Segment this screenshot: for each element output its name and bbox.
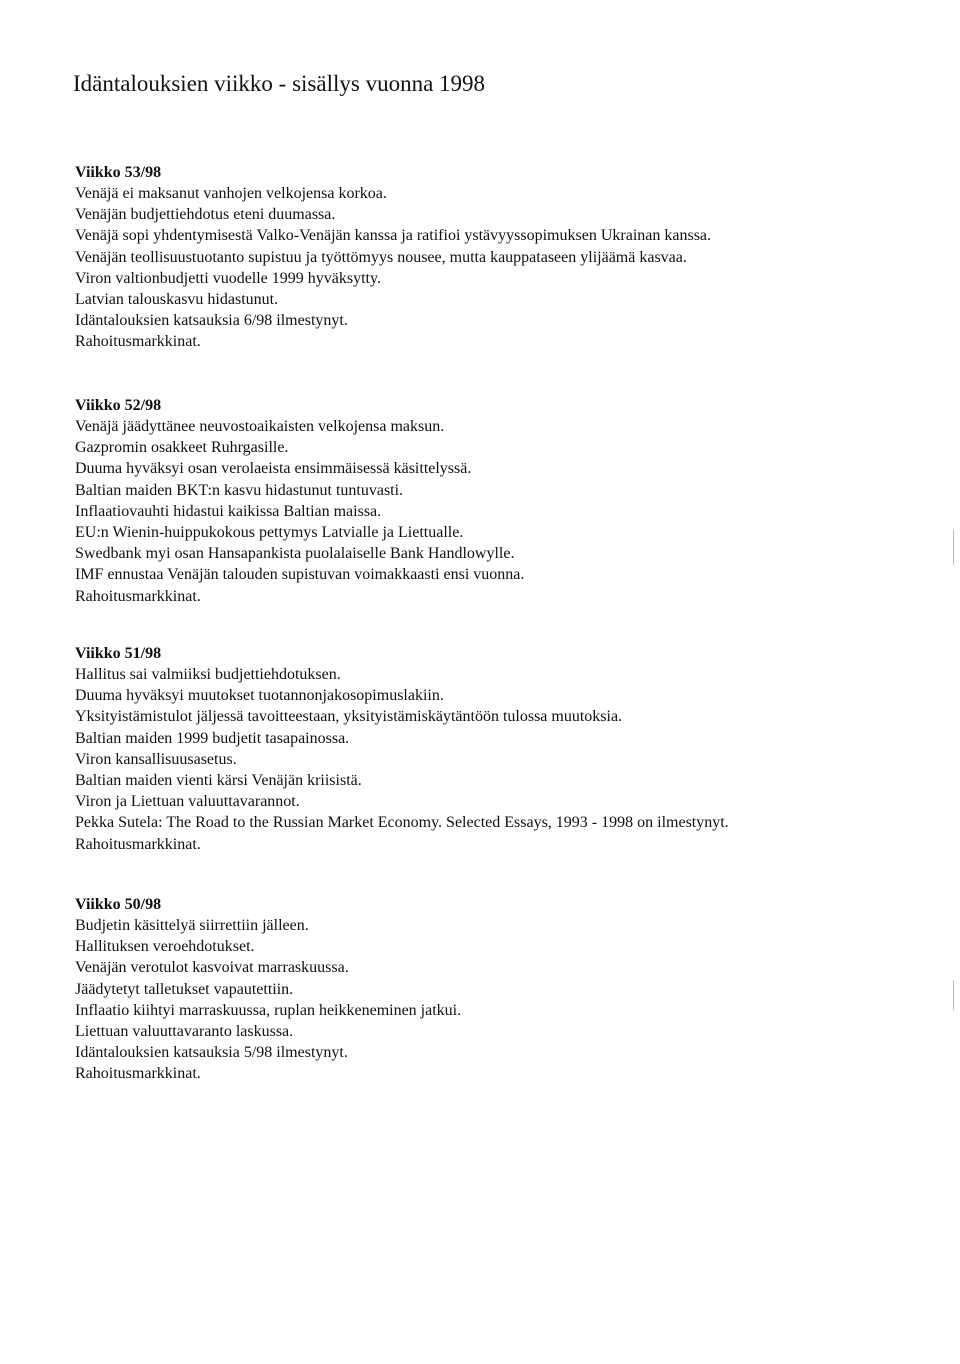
list-item: Hallituksen veroehdotukset.: [75, 938, 255, 956]
list-item: Baltian maiden vienti kärsi Venäjän kriisistä.: [75, 772, 362, 790]
section-heading: Viikko 50/98: [75, 896, 162, 913]
list-item: Hallitus sai valmiiksi budjettiehdotuksen.: [75, 666, 341, 683]
list-item: Baltian maiden 1999 budjetit tasapainossa.: [75, 729, 350, 747]
list-item: Budjetin käsittelyä siirrettiin jälleen.: [75, 917, 309, 934]
list-item: Latvian talouskasvu hidastunut.: [75, 291, 279, 309]
list-item: Venäjä ei maksanut vanhojen velkojensa korkoa.: [75, 185, 387, 202]
list-item: Rahoitusmarkkinat.: [75, 1065, 201, 1083]
list-item: Idäntalouksien katsauksia 5/98 ilmestynyt.: [75, 1044, 348, 1062]
list-item: EU:n Wienin-huippukokous pettymys Latvialle ja Liettualle.: [75, 524, 464, 542]
list-item: Yksityistämistulot jäljessä tavoitteestaan, yksityistämiskäytäntöön tulossa muutoksia.: [75, 708, 623, 726]
week-section-52: [75, 395, 935, 607]
list-item: Gazpromin osakkeet Ruhrgasille.: [75, 439, 289, 457]
list-item: IMF ennustaa Venäjän talouden supistuvan voimakkaasti ensi vuonna.: [75, 566, 525, 584]
list-item: Swedbank myi osan Hansapankista puolalaiselle Bank Handlowylle.: [75, 545, 515, 563]
item-list: [75, 416, 935, 607]
section-heading: Viikko 51/98: [75, 645, 162, 662]
scan-edge-mark: [953, 530, 954, 565]
list-item: Venäjä sopi yhdentymisestä Valko-Venäjän kanssa ja ratifioi ystävyyssopimuksen Ukrainan kanssa.: [75, 227, 712, 245]
scan-edge-mark: [953, 980, 954, 1010]
list-item: Viron ja Liettuan valuuttavarannot.: [75, 793, 300, 811]
list-item: Venäjän verotulot kasvoivat marraskuussa.: [75, 959, 349, 977]
list-item: Venäjä jäädyttänee neuvostoaikaisten velkojensa maksun.: [75, 418, 445, 435]
list-item: Liettuan valuuttavaranto laskussa.: [75, 1023, 294, 1041]
list-item: Jäädytetyt talletukset vapautettiin.: [75, 980, 294, 998]
list-item: Inflaatio kiihtyi marraskuussa, ruplan heikkeneminen jatkui.: [75, 1001, 462, 1019]
item-list: [75, 183, 935, 353]
section-heading: Viikko 52/98: [75, 397, 162, 414]
section-heading: Viikko 53/98: [75, 164, 162, 181]
item-list: [75, 664, 935, 855]
list-item: Duuma hyväksyi osan verolaeista ensimmäisessä käsittelyssä.: [75, 460, 472, 478]
list-item: Viron kansallisuusasetus.: [75, 750, 237, 768]
list-item: Rahoitusmarkkinat.: [75, 835, 201, 853]
list-item: Rahoitusmarkkinat.: [75, 587, 201, 605]
list-item: Duuma hyväksyi muutokset tuotannonjakosopimuslakiin.: [75, 687, 444, 705]
list-item: Pekka Sutela: The Road to the Russian Market Economy. Selected Essays, 1993 - 1998 on ilmestynyt.: [75, 814, 729, 832]
document-title: Idäntalouksien viikko - sisällys vuonna 1998: [73, 71, 486, 96]
list-item: Venäjän budjettiehdotus eteni duumassa.: [75, 206, 336, 224]
list-item: Inflaatiovauhti hidastui kaikissa Baltian maissa.: [75, 502, 382, 520]
list-item: Baltian maiden BKT:n kasvu hidastunut tuntuvasti.: [75, 481, 404, 499]
week-section-53: [75, 162, 935, 353]
week-section-50: [75, 894, 935, 1085]
list-item: Rahoitusmarkkinat.: [75, 333, 201, 351]
list-item: Idäntalouksien katsauksia 6/98 ilmestynyt.: [75, 312, 348, 330]
week-section-51: [75, 643, 935, 855]
list-item: Viron valtionbudjetti vuodelle 1999 hyväksytty.: [75, 269, 381, 287]
list-item: Venäjän teollisuustuotanto supistuu ja työttömyys nousee, mutta kauppataseen ylijäämä kasvaa.: [75, 248, 687, 266]
item-list: [75, 915, 935, 1085]
